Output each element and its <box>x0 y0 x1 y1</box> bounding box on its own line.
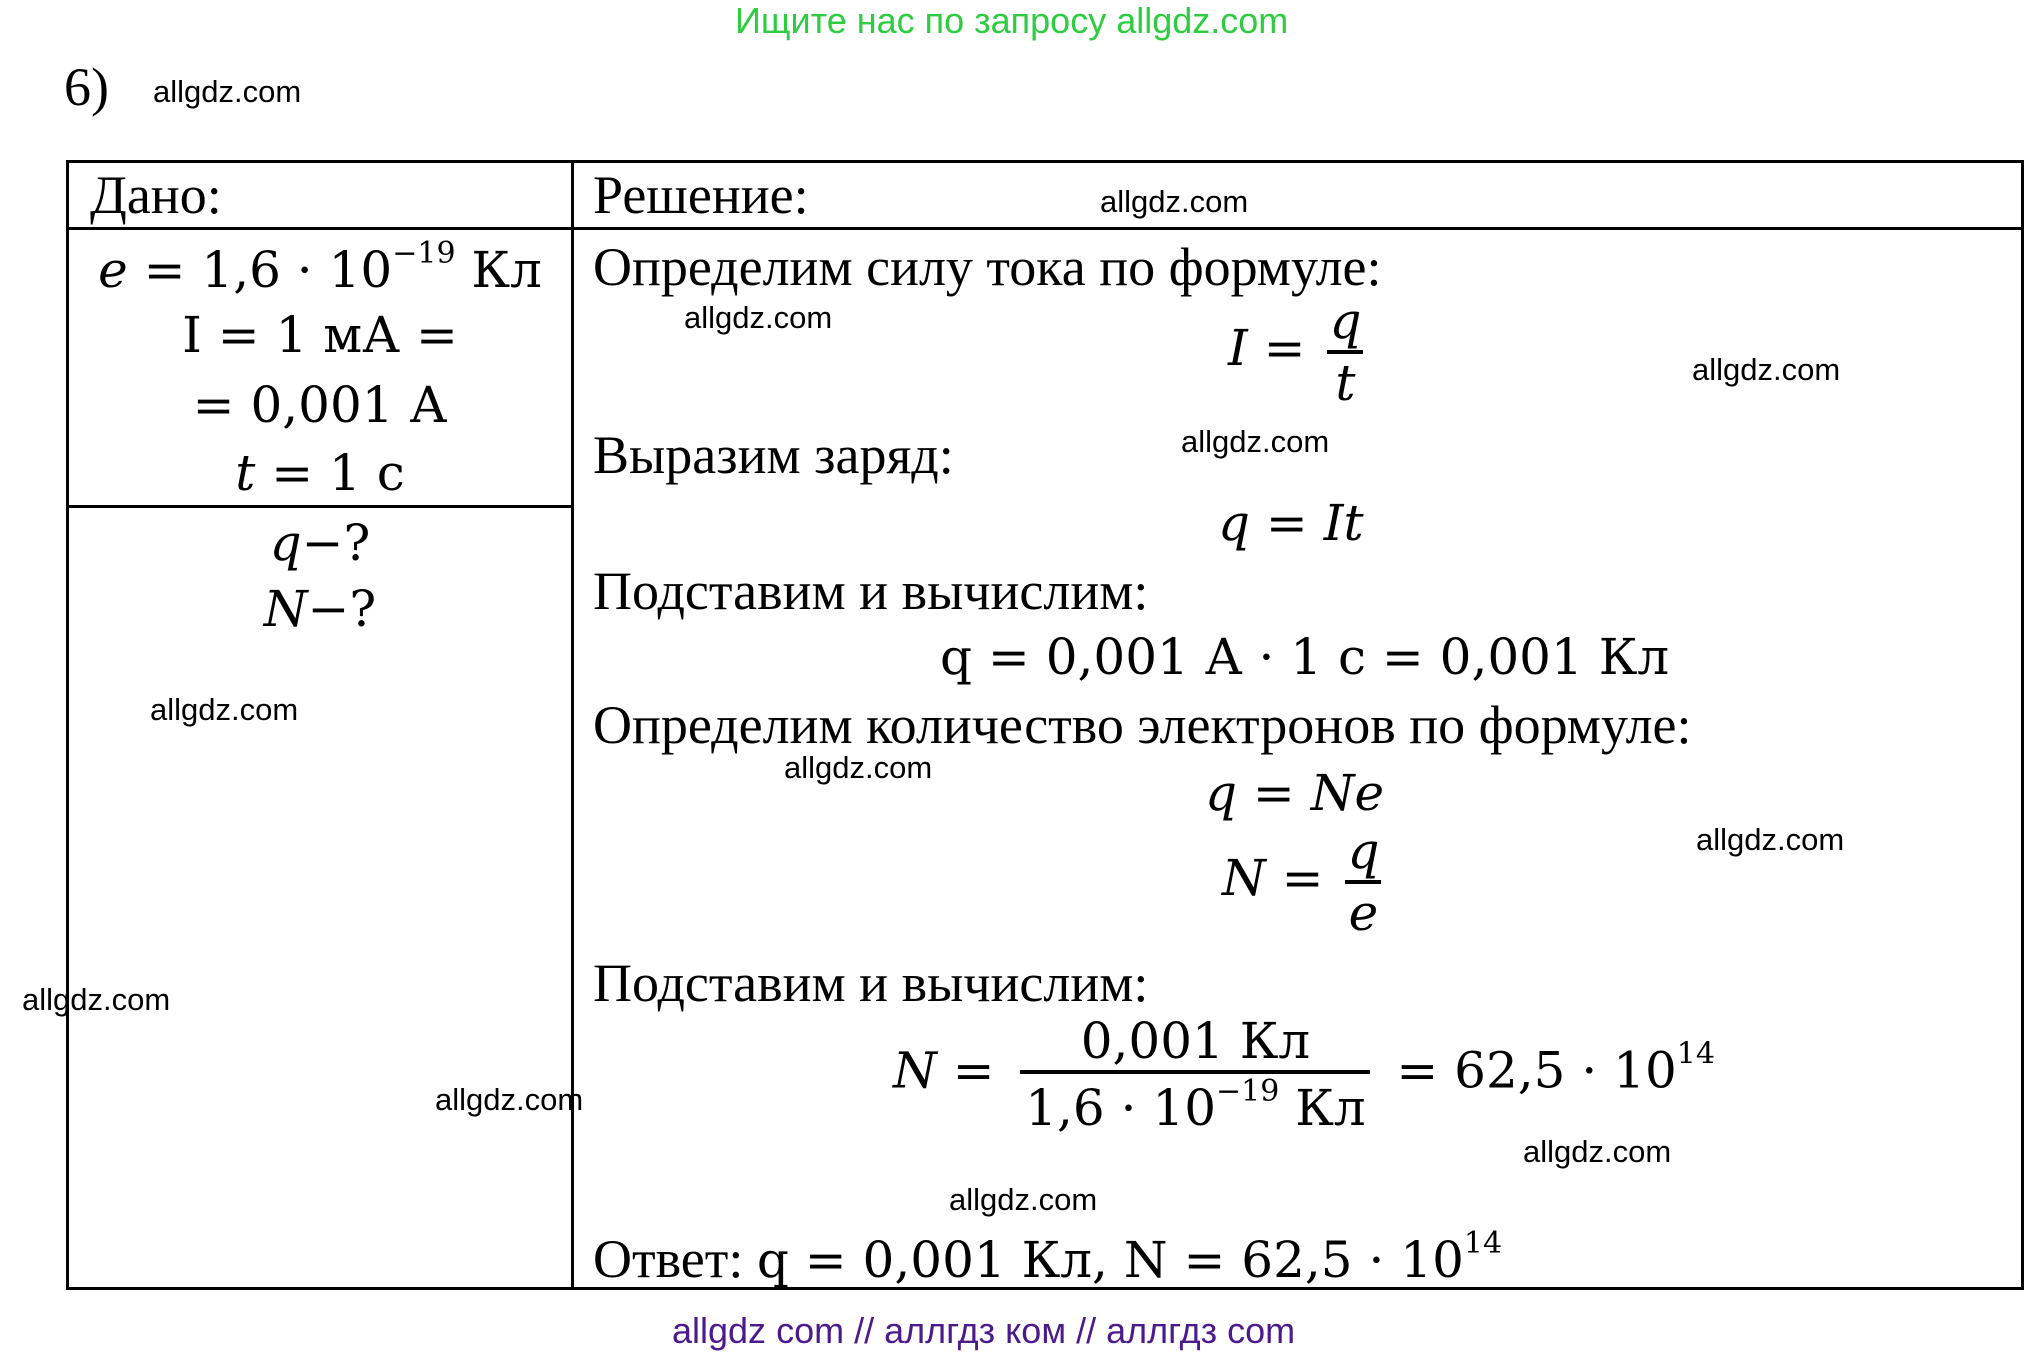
footer-links[interactable]: allgdz com // аллгдз ком // аллгдз com <box>672 1310 1296 1351</box>
table-divider-header <box>66 227 2024 230</box>
given-i-si: = 0,001 А <box>192 376 448 434</box>
watermark: allgdz.com <box>435 1082 584 1117</box>
formula-qne: q = Ne <box>1205 764 1385 822</box>
watermark: allgdz.com <box>949 1182 1098 1217</box>
watermark: allgdz.com <box>1696 822 1845 857</box>
formula-charge-value: q = 0,001 А · 1 c = 0,001 Кл <box>940 628 1670 686</box>
watermark: allgdz.com <box>684 300 833 335</box>
step-1: Определим силу тока по формуле: <box>593 237 1382 297</box>
find-n: N−? <box>263 580 377 638</box>
watermark: allgdz.com <box>153 74 302 109</box>
watermark: allgdz.com <box>1692 352 1841 387</box>
step-5: Подставим и вычислим: <box>593 953 1149 1013</box>
step-2: Выразим заряд: <box>593 425 954 485</box>
formula-charge: q = It <box>1218 494 1364 552</box>
watermark: allgdz.com <box>150 692 299 727</box>
given-i: I = 1 мА = <box>182 306 458 364</box>
step-3: Подставим и вычислим: <box>593 561 1149 621</box>
step-4: Определим количество электронов по формуле: <box>593 695 1692 755</box>
watermark: allgdz.com <box>784 750 933 785</box>
watermark: allgdz.com <box>1181 424 1330 459</box>
watermark: allgdz.com <box>22 982 171 1017</box>
given-t: t = 1 с <box>235 444 405 502</box>
watermark: allgdz.com <box>1100 184 1249 219</box>
formula-n-value: N = $\frac{0,001 Кл}{1,6 \cdot 10^{-19} Кл}$ = $62,5 \cdot 10^{14}$ <box>893 1012 1715 1137</box>
table-divider-given <box>66 505 574 508</box>
problem-number: 6) <box>64 57 109 117</box>
find-q: q−? <box>269 514 371 572</box>
given-e: $e = 1,6 \cdot 10^{-19}$ Кл <box>98 236 542 299</box>
given-header: Дано: <box>90 165 222 225</box>
answer: Ответ: q = 0,001 Кл, $N = 62,5 \cdot 10^{14}$ <box>593 1226 1503 1289</box>
solution-header: Решение: <box>593 165 809 225</box>
formula-current: I = $\frac{q}{t}$ <box>1228 292 1362 412</box>
formula-n: N = $\frac{q}{e}$ <box>1222 822 1380 942</box>
watermark: allgdz.com <box>1523 1134 1672 1169</box>
top-banner: Ищите нас по запросу allgdz.com <box>735 0 1289 41</box>
